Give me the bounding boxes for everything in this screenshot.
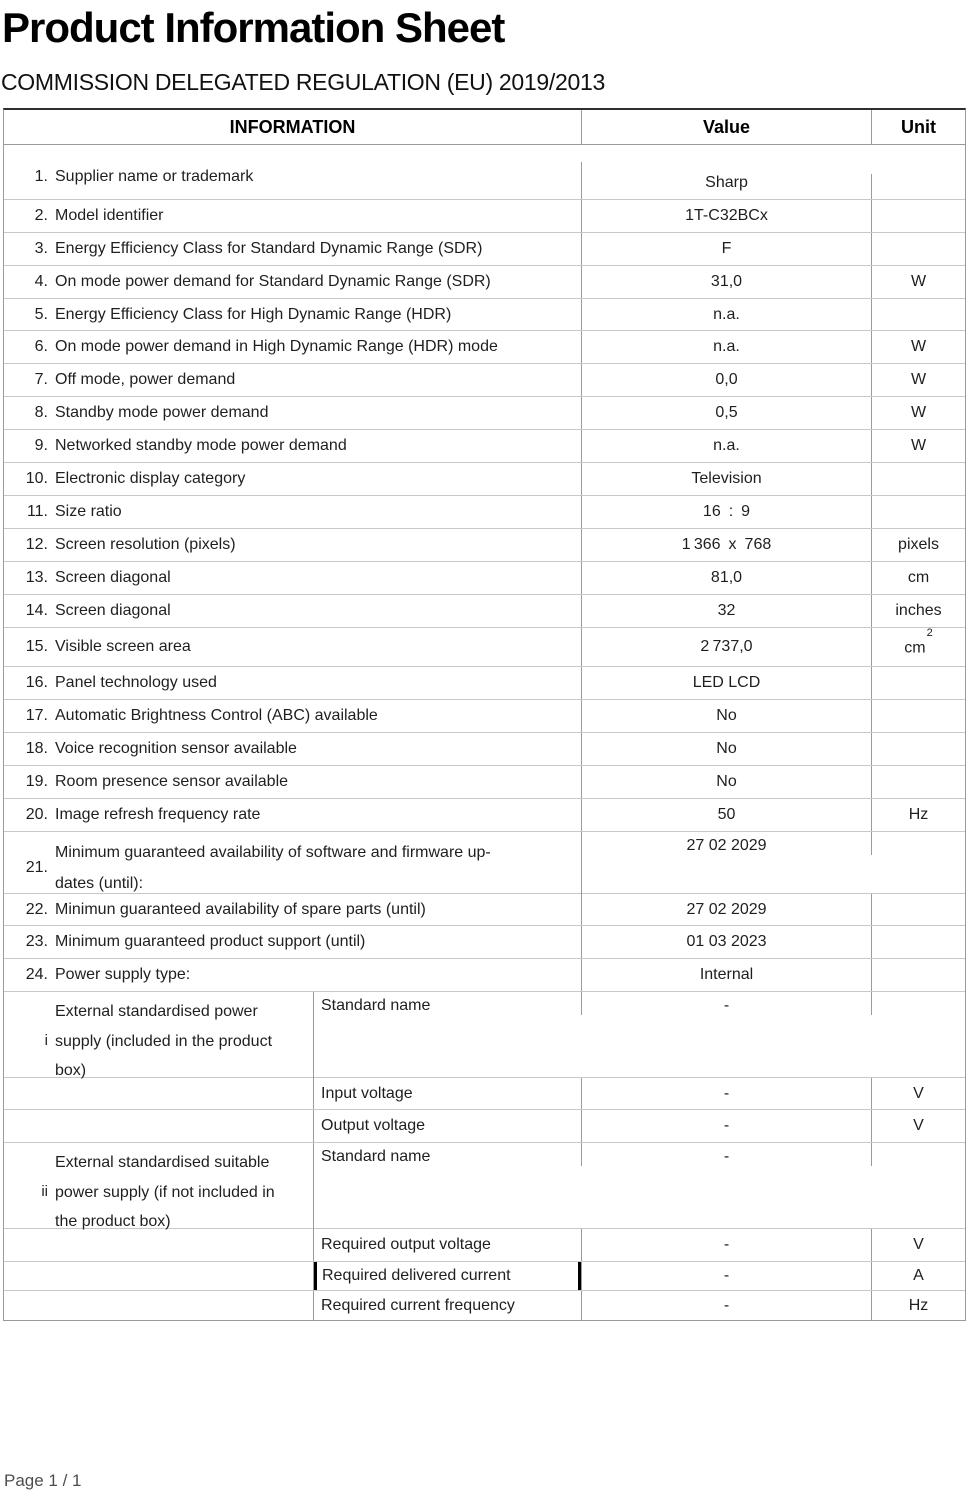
row-value-cell	[582, 1229, 872, 1261]
table-row	[4, 562, 965, 595]
row-value-cell	[582, 266, 872, 298]
row-label-cell	[4, 1229, 314, 1261]
row-number: 12.	[25, 536, 48, 553]
row-unit-cell	[872, 667, 965, 699]
row-label: Image refresh frequency rate	[55, 806, 261, 823]
row-label-cell	[4, 364, 582, 396]
table-row	[4, 832, 965, 894]
row-label-line: dates (until):	[55, 875, 144, 892]
row-unit: Hz	[908, 806, 929, 823]
row-sublabel-cell	[314, 1143, 582, 1166]
row-unit: W	[910, 338, 927, 355]
row-label-cell	[4, 162, 582, 199]
row-value: 01 03 2023	[686, 933, 767, 950]
row-unit: W	[910, 273, 927, 290]
row-value-cell	[582, 766, 872, 798]
row-sublabel-cell	[314, 1110, 582, 1142]
row-label: Energy Efficiency Class for High Dynamic Range (HDR)	[55, 305, 452, 323]
row-unit-cell	[872, 430, 965, 462]
row-unit-cell	[872, 595, 965, 627]
row-value: -	[723, 997, 730, 1014]
row-value: -	[723, 1148, 730, 1165]
table-row	[4, 595, 965, 628]
row-value: -	[723, 1267, 730, 1284]
row-label-cell	[4, 628, 582, 666]
row-number: 17.	[25, 707, 48, 724]
row-sublabel: Input voltage	[321, 1084, 413, 1102]
table-row	[4, 1291, 965, 1320]
row-unit-cell	[872, 1229, 965, 1261]
row-label: Screen diagonal	[55, 569, 171, 586]
row-value-cell	[582, 331, 872, 363]
row-unit-cell	[872, 926, 965, 958]
row-label: Supplier name or trademark	[55, 168, 254, 185]
page-title: Product Information Sheet	[2, 4, 505, 51]
row-label-line: External standardised suitable	[55, 1154, 270, 1171]
row-unit: V	[913, 1236, 924, 1253]
row-unit: W	[910, 437, 927, 454]
row-value-cell	[582, 992, 872, 1015]
table-row	[4, 799, 965, 832]
row-value: n.a.	[713, 338, 740, 355]
row-sublabel: Required output voltage	[321, 1236, 491, 1253]
row-marker: ii	[41, 1183, 48, 1201]
row-label-line: box)	[55, 1062, 87, 1079]
row-number: 1.	[34, 168, 48, 185]
row-value: 0,5	[715, 404, 738, 421]
row-label-cell	[4, 799, 582, 831]
row-label-cell	[4, 733, 582, 765]
table-row	[4, 266, 965, 299]
row-value: 27 02 2029	[686, 900, 767, 918]
row-value-cell	[582, 1262, 872, 1290]
row-label: Automatic Brightness Control (ABC) available	[55, 707, 378, 724]
row-marker	[4, 1276, 48, 1277]
row-unit-cell	[872, 1078, 965, 1109]
row-value-cell	[582, 894, 872, 925]
row-label-cell	[4, 1110, 314, 1142]
row-label-cell	[4, 832, 582, 899]
row-sublabel-cell	[314, 1229, 582, 1261]
row-unit-cell	[872, 364, 965, 396]
row-label-cell	[4, 926, 582, 958]
row-label-cell	[4, 331, 582, 363]
row-label-cell	[4, 397, 582, 429]
header-unit: Unit	[901, 116, 936, 137]
table-row	[4, 200, 965, 233]
row-label-cell	[4, 430, 582, 462]
row-value: n.a.	[713, 437, 740, 454]
row-label: On mode power demand for Standard Dynamic Range (SDR)	[55, 273, 491, 290]
row-label-cell	[4, 894, 582, 925]
row-unit-cell	[872, 894, 965, 925]
row-number: 18.	[25, 740, 48, 757]
row-sublabel-cell	[314, 992, 582, 1015]
row-value-cell	[582, 799, 872, 831]
row-unit-cell	[872, 233, 965, 265]
row-number: 14.	[25, 602, 48, 619]
row-unit-cell	[872, 1262, 965, 1290]
row-sublabel: Standard name	[321, 1148, 431, 1165]
row-label-line: Minimum guaranteed availability of software and firmware up-	[55, 844, 491, 861]
row-unit: $cm^2$	[904, 628, 933, 657]
row-value-cell	[582, 430, 872, 462]
row-sublabel-cell	[314, 1078, 582, 1109]
row-value-cell	[582, 1078, 872, 1109]
row-unit: W	[910, 404, 927, 421]
row-number: 20.	[25, 806, 48, 823]
row-number: 15.	[25, 638, 48, 655]
row-label: Screen diagonal	[55, 602, 171, 619]
product-info-table	[3, 108, 966, 1321]
row-unit-cell	[872, 192, 965, 199]
row-unit-cell	[872, 959, 965, 991]
row-unit-cell	[872, 799, 965, 831]
row-unit-cell	[872, 1291, 965, 1320]
row-value: LED LCD	[692, 674, 761, 691]
row-label	[55, 992, 313, 1086]
row-number: 21.	[25, 859, 48, 876]
row-number: 24.	[25, 966, 48, 983]
row-number: 22.	[25, 900, 48, 918]
row-label-cell	[4, 766, 582, 798]
row-value: 1 366 x 768	[681, 536, 772, 553]
table-row	[4, 496, 965, 529]
row-unit-cell	[872, 628, 965, 666]
row-value: Internal	[699, 966, 754, 983]
row-unit-cell	[872, 529, 965, 561]
row-number: 5.	[34, 305, 48, 323]
table-row	[4, 233, 965, 266]
row-unit-cell	[872, 992, 965, 997]
row-number: 11.	[26, 503, 48, 520]
row-label: Electronic display category	[55, 470, 246, 487]
row-unit: V	[913, 1084, 924, 1102]
table-row	[4, 1143, 965, 1229]
row-label-line: supply (included in the product	[55, 1032, 273, 1050]
row-unit: pixels	[898, 536, 939, 553]
row-value: No	[716, 740, 737, 757]
row-label-cell	[4, 562, 582, 594]
regulation-subtitle: COMMISSION DELEGATED REGULATION (EU) 2019/2013	[1, 69, 605, 95]
table-row	[4, 992, 965, 1078]
table-row	[4, 364, 965, 397]
row-value-cell	[582, 174, 872, 199]
row-marker	[4, 1093, 48, 1094]
row-unit: A	[913, 1267, 924, 1284]
row-value: Sharp	[705, 174, 748, 191]
row-value-cell	[582, 397, 872, 429]
row-value: 2 737,0	[700, 638, 753, 655]
row-number: 13.	[25, 569, 48, 586]
row-value: 31,0	[710, 273, 743, 290]
row-label: Energy Efficiency Class for Standard Dynamic Range (SDR)	[55, 240, 483, 257]
row-value-cell	[582, 233, 872, 265]
row-value: No	[716, 773, 737, 790]
table-row	[4, 463, 965, 496]
row-value-cell	[582, 562, 872, 594]
row-value-cell	[582, 463, 872, 495]
row-number: 7.	[34, 371, 48, 388]
row-label-cell	[4, 1291, 314, 1320]
row-number: 10.	[25, 470, 48, 487]
row-value: -	[723, 1084, 730, 1102]
row-label: Standby mode power demand	[55, 404, 269, 421]
row-label: Screen resolution (pixels)	[55, 536, 236, 553]
row-label-cell	[4, 1143, 314, 1237]
row-value-cell	[582, 496, 872, 528]
row-value-cell	[582, 628, 872, 666]
row-label: Model identifier	[55, 207, 164, 224]
row-unit-cell	[872, 562, 965, 594]
row-label-cell	[4, 595, 582, 627]
header-information: INFORMATION	[4, 110, 582, 144]
row-number: 6.	[34, 338, 48, 355]
row-value: 27 02 2029	[686, 837, 767, 854]
row-value-cell	[582, 959, 872, 991]
row-value: 1T-C32BCx	[685, 207, 768, 224]
row-value-cell	[582, 595, 872, 627]
row-number: 16.	[25, 674, 48, 691]
row-label: Panel technology used	[55, 674, 217, 691]
row-label	[55, 1143, 313, 1237]
row-value: Television	[691, 470, 762, 487]
table-row	[4, 331, 965, 364]
row-value-cell	[582, 700, 872, 732]
row-value: F	[721, 240, 732, 257]
table-row	[4, 667, 965, 700]
page-footer: Page 1 / 1	[4, 1471, 82, 1490]
row-label: Minimun guaranteed availability of spare parts (until)	[55, 900, 426, 918]
row-sublabel: Output voltage	[321, 1117, 426, 1134]
table-row	[4, 1078, 965, 1110]
row-sublabel: Standard name	[321, 997, 431, 1014]
row-label-cell	[4, 496, 582, 528]
row-value-cell	[582, 529, 872, 561]
row-label-cell	[4, 200, 582, 232]
row-label-line: External standardised power	[55, 1003, 258, 1020]
table-row	[4, 926, 965, 959]
row-marker	[4, 1305, 48, 1306]
table-row	[4, 1262, 965, 1291]
row-label: Minimum guaranteed product support (until)	[55, 933, 366, 950]
row-sublabel-cell	[314, 1262, 582, 1290]
row-unit-cell	[872, 397, 965, 429]
row-label-cell	[4, 266, 582, 298]
table-row	[4, 894, 965, 926]
row-sublabel-cell	[314, 1291, 582, 1320]
table-header-row	[4, 110, 965, 145]
row-unit: cm	[907, 569, 930, 586]
table-body	[4, 145, 965, 1320]
row-sublabel: Required current frequency	[321, 1296, 515, 1314]
row-value: 81,0	[710, 569, 743, 586]
row-number: 8.	[34, 404, 48, 421]
row-unit-cell	[872, 463, 965, 495]
row-unit-cell	[872, 766, 965, 798]
row-label-cell	[4, 463, 582, 495]
row-marker	[4, 1245, 48, 1246]
row-value: -	[723, 1117, 730, 1134]
row-unit: V	[913, 1117, 924, 1134]
row-value: No	[716, 707, 737, 724]
row-unit-cell	[872, 299, 965, 330]
row-marker: i	[44, 1032, 48, 1050]
table-row	[4, 397, 965, 430]
row-label-cell	[4, 992, 314, 1086]
row-label-cell	[4, 959, 582, 991]
table-row	[4, 766, 965, 799]
row-label: Off mode, power demand	[55, 371, 236, 388]
table-row	[4, 430, 965, 463]
row-value-cell	[582, 667, 872, 699]
row-label: Size ratio	[55, 503, 122, 520]
row-value: n.a.	[713, 305, 740, 323]
row-unit: W	[910, 371, 927, 388]
table-row	[4, 1229, 965, 1262]
row-value: 50	[717, 806, 736, 823]
row-unit-cell	[872, 331, 965, 363]
table-row	[4, 145, 965, 200]
row-unit-cell	[872, 733, 965, 765]
row-number: 9.	[34, 437, 48, 454]
table-row	[4, 299, 965, 331]
table-row	[4, 733, 965, 766]
row-unit-cell	[872, 496, 965, 528]
row-label: Voice recognition sensor available	[55, 740, 297, 757]
row-unit: Hz	[908, 1296, 929, 1314]
table-row	[4, 628, 965, 667]
row-value: 16 : 9	[702, 503, 751, 520]
row-number: 3.	[34, 240, 48, 257]
row-unit-cell	[872, 832, 965, 837]
row-number: 23.	[25, 933, 48, 950]
table-row	[4, 1110, 965, 1143]
row-value-cell	[582, 733, 872, 765]
row-label-cell	[4, 299, 582, 330]
row-label: Visible screen area	[55, 638, 191, 655]
row-label-line: the product box)	[55, 1213, 171, 1230]
row-label-cell	[4, 529, 582, 561]
header-value: Value	[582, 110, 872, 144]
row-label	[55, 832, 581, 899]
table-row	[4, 959, 965, 992]
row-label: On mode power demand in High Dynamic Range (HDR) mode	[55, 338, 498, 355]
row-label: Room presence sensor available	[55, 773, 289, 790]
row-label-cell	[4, 1262, 314, 1290]
row-value-cell	[582, 832, 872, 855]
row-label: Power supply type:	[55, 966, 191, 983]
row-label-cell	[4, 667, 582, 699]
row-label-line: power supply (if not included in	[55, 1183, 275, 1201]
row-marker	[4, 1126, 48, 1127]
row-value-cell	[582, 926, 872, 958]
row-value: 32	[717, 602, 736, 619]
table-row	[4, 529, 965, 562]
row-value-cell	[582, 1143, 872, 1166]
row-number: 19.	[25, 773, 48, 790]
row-value-cell	[582, 364, 872, 396]
row-value-cell	[582, 299, 872, 330]
row-value-cell	[582, 1110, 872, 1142]
row-value: -	[723, 1236, 730, 1253]
table-row	[4, 700, 965, 733]
row-value: 0,0	[715, 371, 738, 388]
row-number: 2.	[34, 207, 48, 224]
row-value-cell	[582, 200, 872, 232]
row-unit-cell	[872, 1110, 965, 1142]
row-label-cell	[4, 233, 582, 265]
row-unit-cell	[872, 700, 965, 732]
row-label-cell	[4, 700, 582, 732]
row-label-cell	[4, 1078, 314, 1109]
row-value: -	[723, 1296, 730, 1314]
row-label: Networked standby mode power demand	[55, 437, 347, 454]
row-sublabel: Required delivered current	[322, 1267, 511, 1284]
row-unit-cell	[872, 1143, 965, 1148]
row-number: 4.	[34, 273, 48, 290]
row-unit-cell	[872, 200, 965, 232]
unit-superscript: 2	[926, 628, 933, 639]
row-unit: inches	[895, 602, 942, 619]
row-unit-cell	[872, 266, 965, 298]
row-value-cell	[582, 1291, 872, 1320]
